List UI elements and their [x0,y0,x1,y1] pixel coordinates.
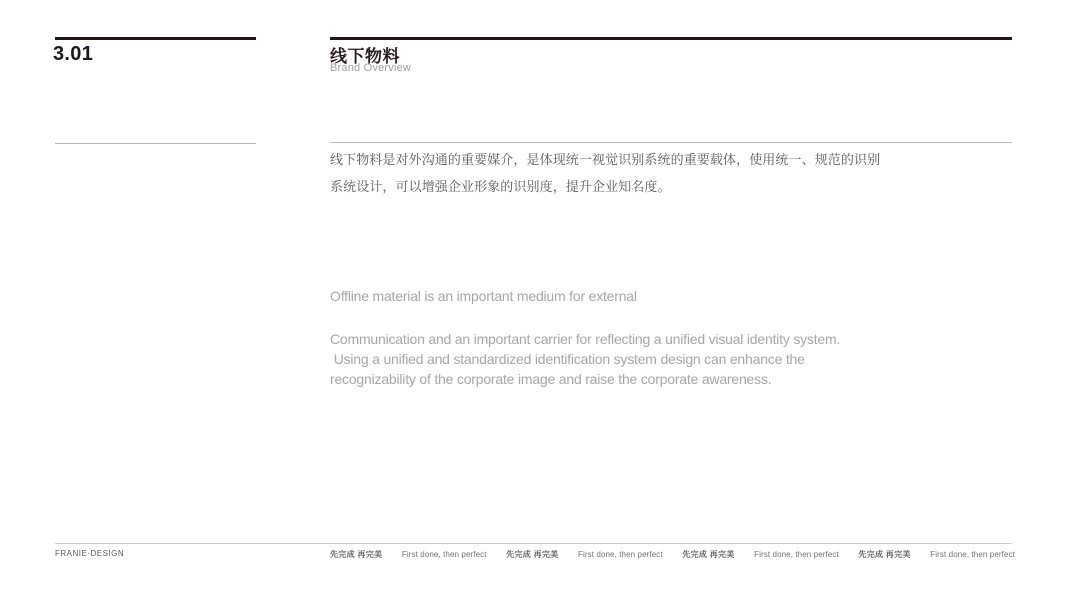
description-zh-line: 系统设计，可以增强企业形象的识别度，提升企业知名度。 [330,179,671,194]
description-zh [330,146,890,200]
footer-motto: 先完成 再完美 [506,550,559,559]
footer-motto: 先完成 再完美 [682,550,735,559]
description-zh-line: 线下物料是对外沟通的重要媒介，是体现统一视觉识别系统的重要载体，使用统一、规范的识别 [330,152,881,167]
footer-motto: First done, then perfect [401,550,487,559]
description-en-line: recognizability of the corporate image and raise the corporate awareness. [330,371,772,387]
description-en [330,286,890,389]
page-title: 线下物料 [330,47,400,66]
header-rule-left [55,37,256,40]
description-en-intro: Offline material is an important medium for external [330,288,637,304]
header-rule-right [330,37,1012,40]
footer-motto: First done, then perfect [578,550,663,559]
description-en-body [330,329,890,389]
footer-brand: FRANIE·DESIGN [55,549,125,558]
divider-right [330,142,1012,143]
section-number: 3.01 [53,43,94,65]
footer-motto: 先完成 再完美 [330,550,383,559]
footer-motto: 先完成 再完美 [858,550,911,559]
page-subtitle: Brand Overview [330,62,412,74]
description-en-line: Communication and an important carrier for reflecting a unified visual identity system. [330,331,841,347]
footer-mottos [330,549,1015,560]
footer-motto: First done, then perfect [930,550,1015,559]
divider-left [55,143,256,144]
footer-motto: First done, then perfect [754,550,839,559]
description-en-line: Using a unified and standardized identification system design can enhance the [330,351,805,367]
footer-divider [55,543,1012,544]
